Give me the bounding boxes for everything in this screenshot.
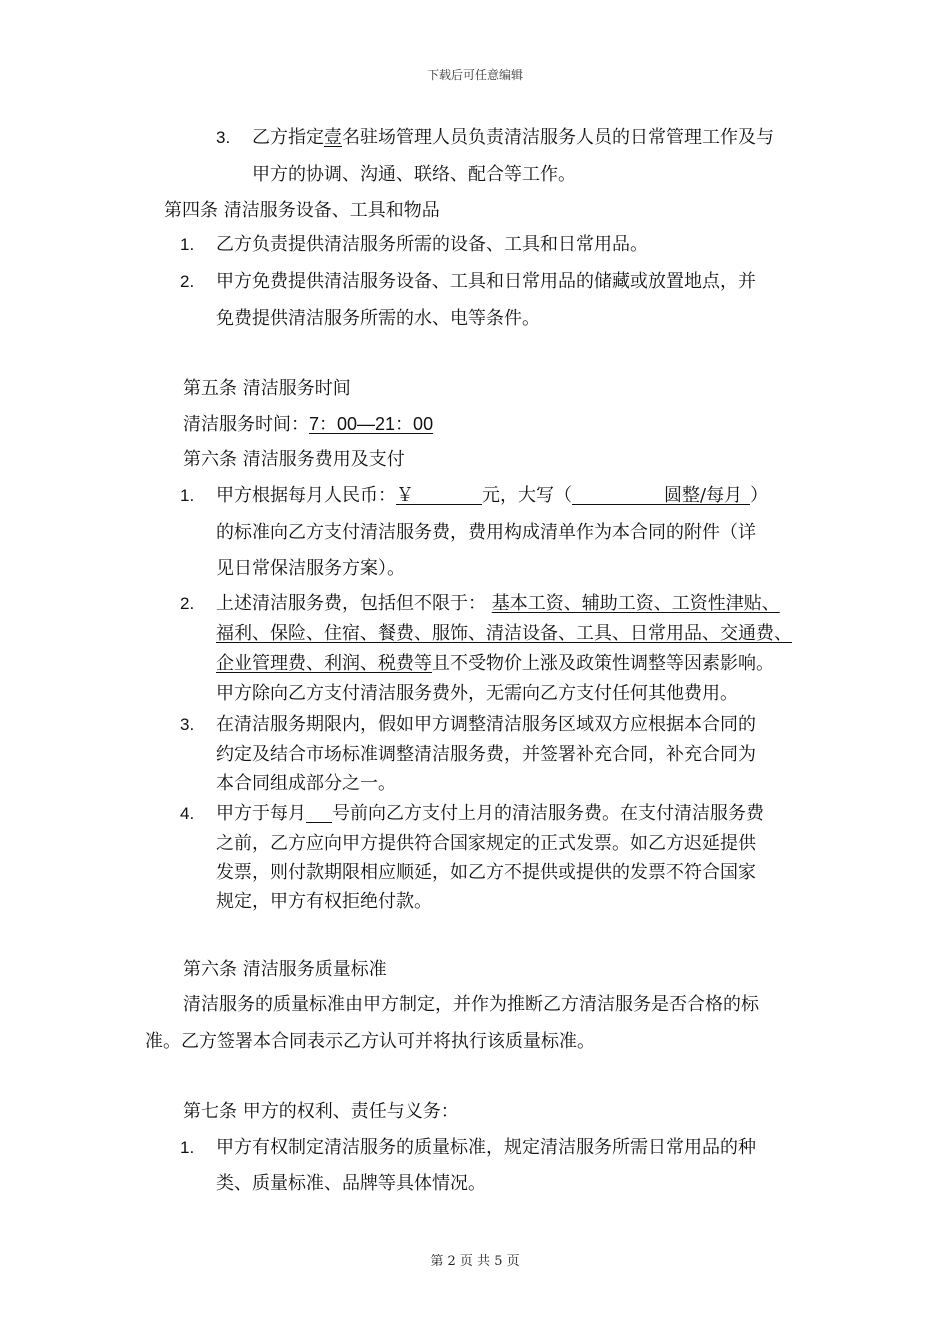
text: 上述清洁服务费，包括但不限于： xyxy=(216,593,486,614)
article-title: 第六条 清洁服务费用及支付 xyxy=(183,449,405,470)
paragraph-line: 免费提供清洁服务所需的水、电等条件。 xyxy=(216,308,540,329)
blank xyxy=(742,486,750,505)
underlined-text: 圆整/每月 xyxy=(664,485,743,506)
paragraph-line: 约定及结合市场标准调整清洁服务费，并签署补充合同，补充合同为 xyxy=(216,744,756,765)
paragraph-line: 类、质量标准、品牌等具体情况。 xyxy=(216,1173,486,1194)
paragraph-line: 甲方有权制定清洁服务的质量标准，规定清洁服务所需日常用品的种 xyxy=(216,1137,756,1158)
underlined-text: 壹 xyxy=(324,127,342,148)
paragraph-line: 甲方的协调、沟通、联络、配合等工作。 xyxy=(252,164,576,185)
paragraph-line: 本合同组成部分之一。 xyxy=(216,773,396,794)
text: 元，大写（ xyxy=(482,485,572,506)
underlined-text: 企业管理费、利润、税费等 xyxy=(216,653,432,674)
text: 号前向乙方支付上月的清洁服务费。在支付清洁服务费 xyxy=(332,803,764,824)
paragraph-line: 规定，甲方有权拒绝付款。 xyxy=(216,891,432,912)
article-title: 第六条 清洁服务质量标准 xyxy=(183,959,387,980)
paragraph-line: 的标准向乙方支付清洁服务费，费用构成清单作为本合同的附件（详 xyxy=(216,522,756,543)
text: 乙方指定 xyxy=(252,127,324,148)
text: 且不受物价上涨及政策性调整等因素影响。 xyxy=(432,653,774,674)
paragraph-line xyxy=(216,484,768,508)
article-title: 第五条 清洁服务时间 xyxy=(183,378,351,399)
paragraph-line xyxy=(216,652,774,676)
item-number: 3. xyxy=(216,128,231,147)
paragraph-line xyxy=(216,802,764,826)
item-number: 4. xyxy=(180,804,195,823)
paragraph-line: 清洁服务的质量标准由甲方制定，并作为推断乙方清洁服务是否合格的标 xyxy=(183,994,759,1015)
item-number: 1. xyxy=(180,486,195,505)
service-time-value: 7：00—21：00 xyxy=(309,414,434,434)
paragraph-line: 见日常保洁服务方案）。 xyxy=(216,558,405,579)
item-number: 2. xyxy=(180,594,195,613)
paragraph-line: 甲方除向乙方支付清洁服务费外，无需向乙方支付任何其他费用。 xyxy=(216,683,738,704)
paragraph-line: 甲方免费提供清洁服务设备、工具和日常用品的储藏或放置地点，并 xyxy=(216,271,756,292)
paragraph-line: 准。乙方签署本合同表示乙方认可并将执行该质量标准。 xyxy=(145,1031,595,1052)
page-header: 下载后可任意编辑 xyxy=(426,68,523,82)
item-number: 3. xyxy=(180,715,195,734)
text: 清洁服务时间： xyxy=(183,414,309,435)
article-title: 第七条 甲方的权利、责任与义务： xyxy=(183,1101,459,1122)
text: 甲方根据每月人民币： xyxy=(216,485,396,506)
text: 甲方于每月 xyxy=(216,803,306,824)
item-number: 1. xyxy=(180,235,195,254)
paragraph-line xyxy=(216,592,780,616)
day-blank xyxy=(306,804,332,823)
paragraph-line: 发票，则付款期限相应顺延，如乙方不提供或提供的发票不符合国家 xyxy=(216,862,756,883)
paragraph-line: 福利、保险、住宿、餐费、服饰、清洁设备、工具、日常用品、交通费、 xyxy=(216,623,792,644)
text: ） xyxy=(750,485,769,506)
page-footer: 第 2 页 共 5 页 xyxy=(430,1254,520,1269)
paragraph-line: 在清洁服务期限内，假如甲方调整清洁服务区域双方应根据本合同的 xyxy=(216,714,756,735)
paragraph-line xyxy=(252,126,774,150)
service-time-line xyxy=(183,412,433,437)
underlined-text: 基本工资、辅助工资、工资性津贴、 xyxy=(491,593,780,614)
paragraph-line: 之前，乙方应向甲方提供符合国家规定的正式发票。如乙方迟延提供 xyxy=(216,833,756,854)
paragraph-line: 乙方负责提供清洁服务所需的设备、工具和日常用品。 xyxy=(216,234,648,255)
article-title: 第四条 清洁服务设备、工具和物品 xyxy=(164,200,440,221)
currency-symbol: ￥ xyxy=(396,485,414,506)
item-number: 2. xyxy=(180,272,195,291)
amount-blank xyxy=(414,486,482,505)
item-number: 1. xyxy=(180,1138,195,1157)
amount-words-blank xyxy=(572,486,664,505)
text: 名驻场管理人员负责清洁服务人员的日常管理工作及与 xyxy=(342,127,774,148)
